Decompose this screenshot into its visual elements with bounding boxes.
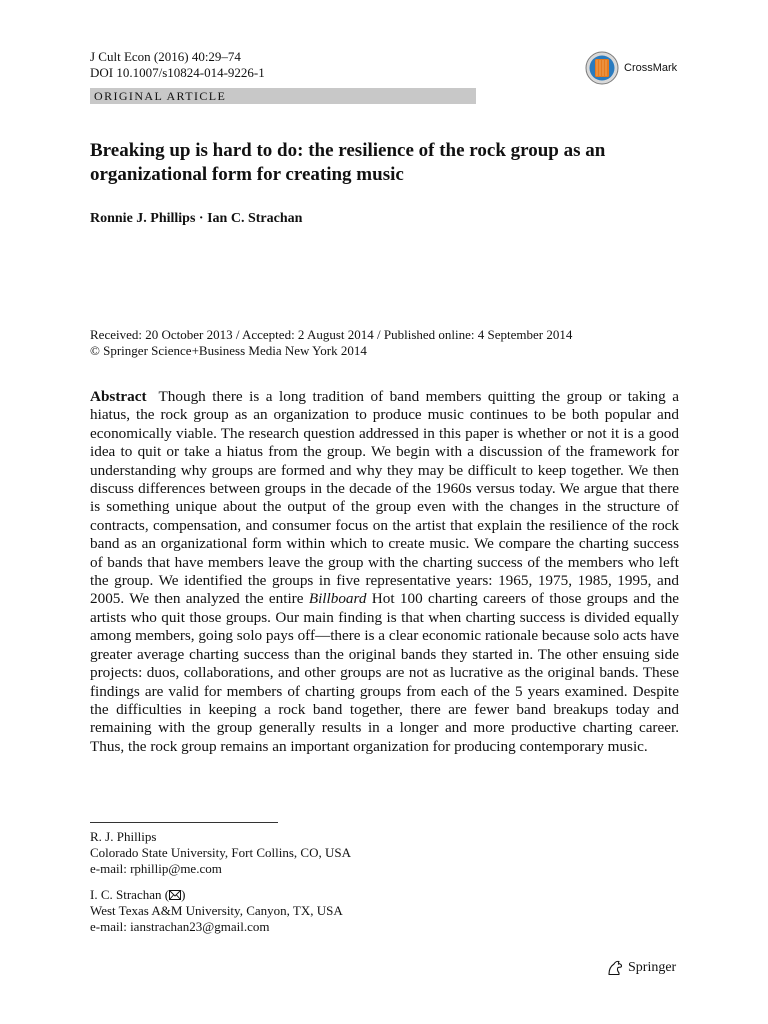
- publication-dates: [90, 327, 572, 359]
- journal-citation: J Cult Econ (2016) 40:29–74: [90, 49, 241, 64]
- footnote-divider: [90, 822, 278, 823]
- author-list: [90, 211, 302, 227]
- affiliation-institution: Colorado State University, Fort Collins, CO, USA: [90, 845, 351, 860]
- journal-meta: [90, 49, 265, 81]
- affiliation-author: I. C. Strachan: [90, 887, 162, 902]
- publisher-logo: [606, 960, 676, 976]
- publisher-name: Springer: [628, 960, 677, 975]
- abstract: [90, 388, 679, 756]
- author-name[interactable]: Ian C. Strachan: [207, 211, 303, 226]
- crossmark-icon: [585, 51, 619, 85]
- article-type-banner: ORIGINAL ARTICLE: [90, 88, 476, 104]
- affiliation-email[interactable]: e-mail: ianstrachan23@gmail.com: [90, 919, 270, 934]
- affiliation-block: [90, 829, 351, 877]
- envelope-icon[interactable]: [169, 890, 181, 900]
- author-separator: ·: [198, 211, 204, 226]
- springer-horse-icon: [606, 960, 624, 976]
- history-dates: Received: 20 October 2013 / Accepted: 2 August 2014 / Published online: 4 September 2014: [90, 327, 573, 342]
- crossmark-badge[interactable]: [585, 51, 695, 85]
- copyright-notice: © Springer Science+Business Media New York 2014: [90, 343, 367, 358]
- affiliation-block: [90, 887, 343, 935]
- author-name[interactable]: Ronnie J. Phillips: [90, 211, 196, 226]
- crossmark-label: CrossMark: [624, 62, 678, 74]
- abstract-text: Though there is a long tradition of band members quitting the group or taking a hiatus, the rock group as an organization to produce music continues to be both popular and economically viable. The research question addressed in this paper is whether or not it is a good idea to quit or take a hiatus from the group. We begin with a discussion of the framework for understanding why groups are formed and why they may be difficult to keep together. We then discuss differences between groups in the decade of the 1960s versus today. We argue that there is something unique about the output of the group even with the changes in the structure of contracts, compensation, and consumer focus on the artist that explain the resilience of the rock band as an organizational form within which to create music. We compare the charting success of bands that have members leave the group with the charting success of the members who left the group. We identified the groups in five representative years: 1965, 1975, 1985, 1995, and 2005. We then analyzed the entire: [90, 388, 679, 608]
- affiliation-author: R. J. Phillips: [90, 829, 157, 844]
- abstract-label: Abstract: [90, 388, 147, 405]
- affiliation-institution: West Texas A&M University, Canyon, TX, USA: [90, 903, 343, 918]
- affiliation-author-row: I. C. Strachan ( ): [90, 887, 186, 902]
- article-title: Breaking up is hard to do: the resilience of the rock group as an organizational form for creating music: [90, 140, 606, 185]
- abstract-text: Hot 100 charting careers of those groups and the artists who quit those groups. Our main finding is that when charting success is divided equally among members, going solo pays off—there is a clear economic rationale because solo acts have greater average charting success than the original bands they started in. The other ensuing side projects: duos, collaborations, and other groups are not as lucrative as the original bands. These findings are valid for members of charting groups from each of the 5 years examined. Despite the difficulties in keeping a rock band together, there are fewer band breakups today and remaining with the group generally results in a longer and more productive charting career. Thus, the rock group remains an important organization for producing contemporary music.: [90, 590, 680, 755]
- abstract-italic-term: Billboard: [308, 590, 367, 608]
- doi[interactable]: DOI 10.1007/s10824-014-9226-1: [90, 65, 265, 80]
- affiliation-email[interactable]: e-mail: rphillip@me.com: [90, 861, 222, 876]
